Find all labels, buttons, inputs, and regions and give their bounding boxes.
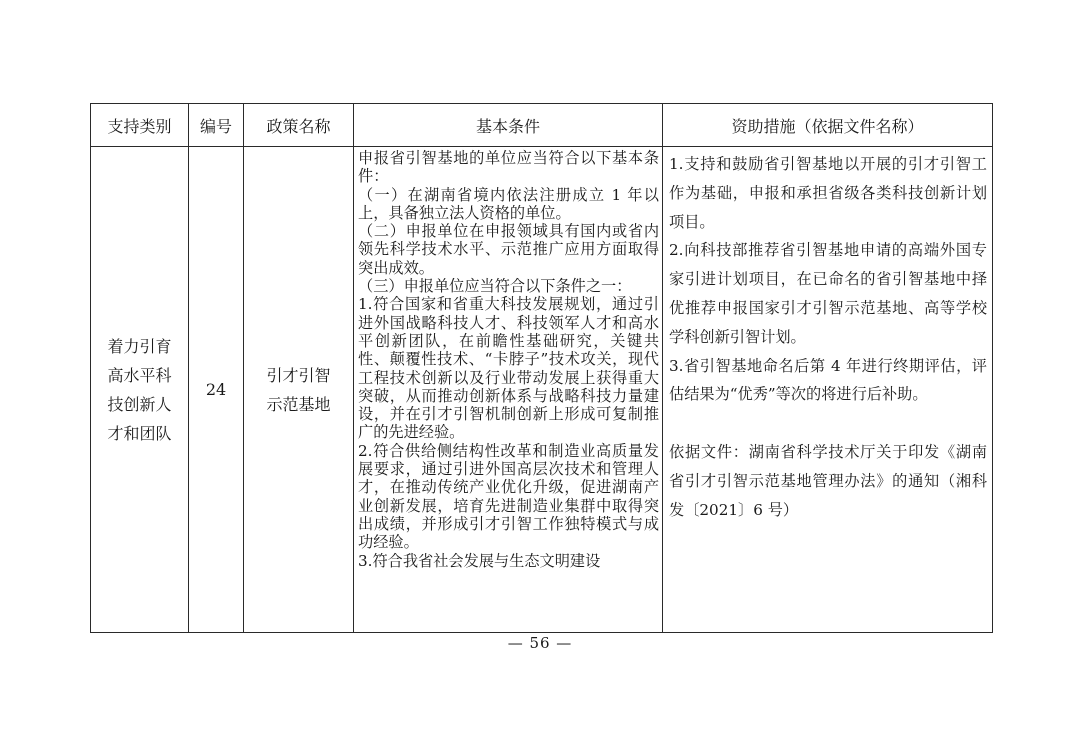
table-row xyxy=(91,147,993,633)
support-measure-2: 2.向科技部推荐省引智基地申请的高端外国专家引进计划项目，在已命名的省引智基地中择优推荐申报国家引才引智示范基地、高等学校学科创新引智计划。 xyxy=(669,241,987,346)
support-measure-1: 1.支持和鼓励省引智基地以开展的引才引智工作为基础，申报和承担省级各类科技创新计划项目。 xyxy=(669,155,987,231)
number-text: 24 xyxy=(205,380,227,399)
support-measure-3: 3.省引智基地命名后第 4 年进行终期评估，评估结果为“优秀”等次的将进行后补助。 xyxy=(669,356,987,404)
header-support-measures: 资助措施（依据文件名称） xyxy=(663,104,993,147)
header-number: 编号 xyxy=(189,104,244,147)
condition-item-1: （一）在湖南省境内依法注册成立 1 年以上，具备独立法人资格的单位。 xyxy=(358,185,659,222)
condition-sub-2: 2.符合供给侧结构性改革和制造业高质量发展要求，通过引进外国高层次技术和管理人才，在推动传统产业优化升级，促进湖南产业创新发展，培育先进制造业集群中取得突出成绩，并形成引才引智工作独特模式与成功经验。 xyxy=(358,441,659,552)
header-support-category: 支持类别 xyxy=(91,104,189,147)
cell-support-category xyxy=(91,147,189,633)
header-policy-name: 政策名称 xyxy=(244,104,354,147)
spacer xyxy=(669,409,987,438)
cell-number xyxy=(189,147,244,633)
table-header-row xyxy=(91,104,993,147)
condition-sub-3: 3.符合我省社会发展与生态文明建设 xyxy=(358,551,601,570)
condition-item-2: （二）申报单位在申报领域具有国内或省内领先科学技术水平、示范推广应用方面取得突出成效。 xyxy=(358,222,659,277)
page-number: — 56 — xyxy=(507,634,573,652)
cell-policy-name xyxy=(244,147,354,633)
cell-basic-conditions xyxy=(354,147,663,633)
basis-document: 依据文件：湖南省科学技术厅关于印发《湖南省引才引智示范基地管理办法》的通知（湘科发〔2021〕6 号） xyxy=(669,443,987,519)
condition-sub-1: 1.符合国家和省重大科技发展规划，通过引进外国战略科技人才、科技领军人才和高水平创新团队，在前瞻性基础研究，关键共性、颠覆性技术、“卡脖子”技术攻关，现代工程技术创新以及行业带动发展上获得重大突破，从而推动创新体系与战略科技力量建设，并在引才引智机制创新上形成可复制推广的先进经验。 xyxy=(358,295,659,442)
cell-support-measures xyxy=(663,147,993,633)
header-basic-conditions: 基本条件 xyxy=(354,104,663,147)
policy-table xyxy=(90,103,993,633)
condition-item-3: （三）申报单位应当符合以下条件之一： xyxy=(358,277,632,296)
condition-intro: 申报省引智基地的单位应当符合以下基本条件： xyxy=(358,149,659,186)
support-category-text: 着力引育高水平科技创新人才和团队 xyxy=(107,336,172,443)
policy-name-text: 引才引智示范基地 xyxy=(266,365,331,414)
